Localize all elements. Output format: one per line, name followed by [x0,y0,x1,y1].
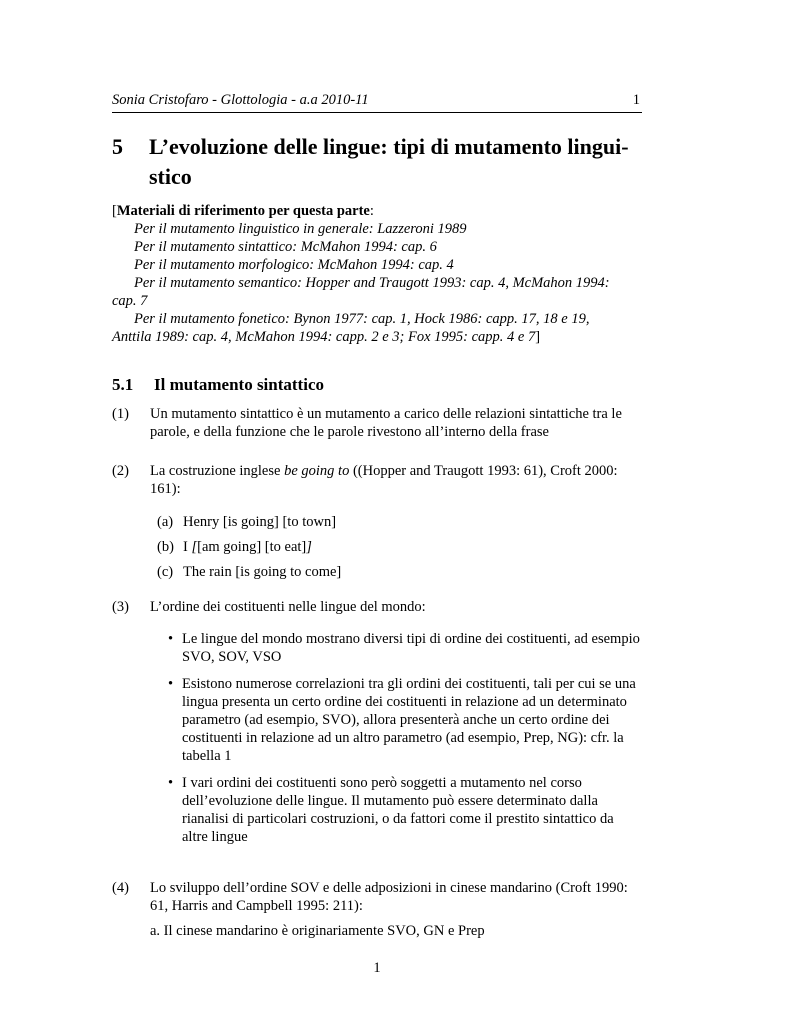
section-title [149,132,642,192]
references-block [112,202,642,346]
example-text: L’ordine dei costituenti nelle lingue del mondo: [150,599,426,615]
close-bracket: ] [535,329,541,345]
section-heading [112,132,642,192]
example-2c: (c) The rain [is going to come] [157,564,342,580]
reference-item-continued: Anttila 1989: cap. 4, McMahon 1994: capp. 2 e 3; Fox 1995: capp. 4 e 7 [112,329,536,345]
example-text: Lo sviluppo dell’ordine SOV e delle adposizioni in cinese mandarino (Croft 1990: 61, Harris and Campbell 1995: 211): [150,880,628,914]
example-2 [112,462,642,498]
example-text: La costruzione inglese be going to ((Hopper and Traugott 1993: 61), Croft 2000: 161): [150,463,618,497]
example-1 [112,405,642,441]
bullet-item: • Le lingue del mondo mostrano diversi tipi di ordine dei costituenti, ad esempio SVO, SOV, VSO [168,631,640,665]
example-number: (1) [112,406,129,422]
subsection-heading [112,374,324,396]
bullet-item: • Esistono numerose correlazioni tra gli ordini dei costituenti, tali per cui se una lingua presenta un certo ordine dei costituenti in relazione ad un determinato parametro (ad esempio, SVO), allora presenterà anche un certo ordine dei costituenti in relazione ad un altro parametro (ad esempio, Prep, NG): cfr. la tabella 1 [168,676,636,764]
bullet-icon: • [168,676,174,692]
example-2a: (a) Henry [is going] [to town] [157,514,337,530]
bullet-icon: • [168,631,174,647]
bullet-list [168,630,642,855]
example-4 [112,879,642,940]
section-number: 5 [112,134,123,159]
section-title-line-1: L’evoluzione delle lingue: tipi di mutamento lingui- [149,134,629,159]
example-number: (2) [112,463,129,479]
example-sub-a: a. Il cinese mandarino è originariamente SVO, GN e Prep [150,923,485,939]
section-title-line-2: stico [149,164,192,189]
footer-page-number: 1 [373,960,381,976]
header-page-number: 1 [632,92,640,108]
subsection-title: Il mutamento sintattico [154,375,324,394]
example-number: (4) [112,880,129,896]
example-3 [112,598,642,616]
reference-item: Per il mutamento fonetico: Bynon 1977: cap. 1, Hock 1986: capp. 17, 18 e 19, [134,311,590,327]
running-header [112,92,642,113]
open-bracket: [ [112,203,117,219]
example-number: (3) [112,599,129,615]
reference-item: Per il mutamento morfologico: McMahon 1994: cap. 4 [134,257,454,273]
subsection-number: 5.1 [112,375,134,394]
bullet-item: • I vari ordini dei costituenti sono però soggetti a mutamento nel corso dell’evoluzione delle lingue. Il mutamento può essere determinato dalla rianalisi di particolari costruzioni, o da fattori come il prestito sintattico da altre lingue [168,775,614,845]
running-title: Sonia Cristofaro - Glottologia - a.a 2010-11 [112,92,369,108]
references-label: Materiali di riferimento per questa parte [116,203,370,219]
example-text: Un mutamento sintattico è un mutamento a carico delle relazioni sintattiche tra le parole, e della funzione che le parole rivestono all’interno della frase [150,406,622,440]
colon: : [369,203,374,219]
reference-item: Per il mutamento semantico: Hopper and Traugott 1993: cap. 4, McMahon 1994: [134,275,610,291]
italic-phrase: be going to [284,463,350,479]
reference-item-continued: cap. 7 [112,293,148,309]
bullet-icon: • [168,775,174,791]
reference-item: Per il mutamento sintattico: McMahon 1994: cap. 6 [134,239,437,255]
example-2b: (b) I [[am going] [to eat]] [157,539,312,555]
reference-item: Per il mutamento linguistico in generale: Lazzeroni 1989 [134,221,467,237]
